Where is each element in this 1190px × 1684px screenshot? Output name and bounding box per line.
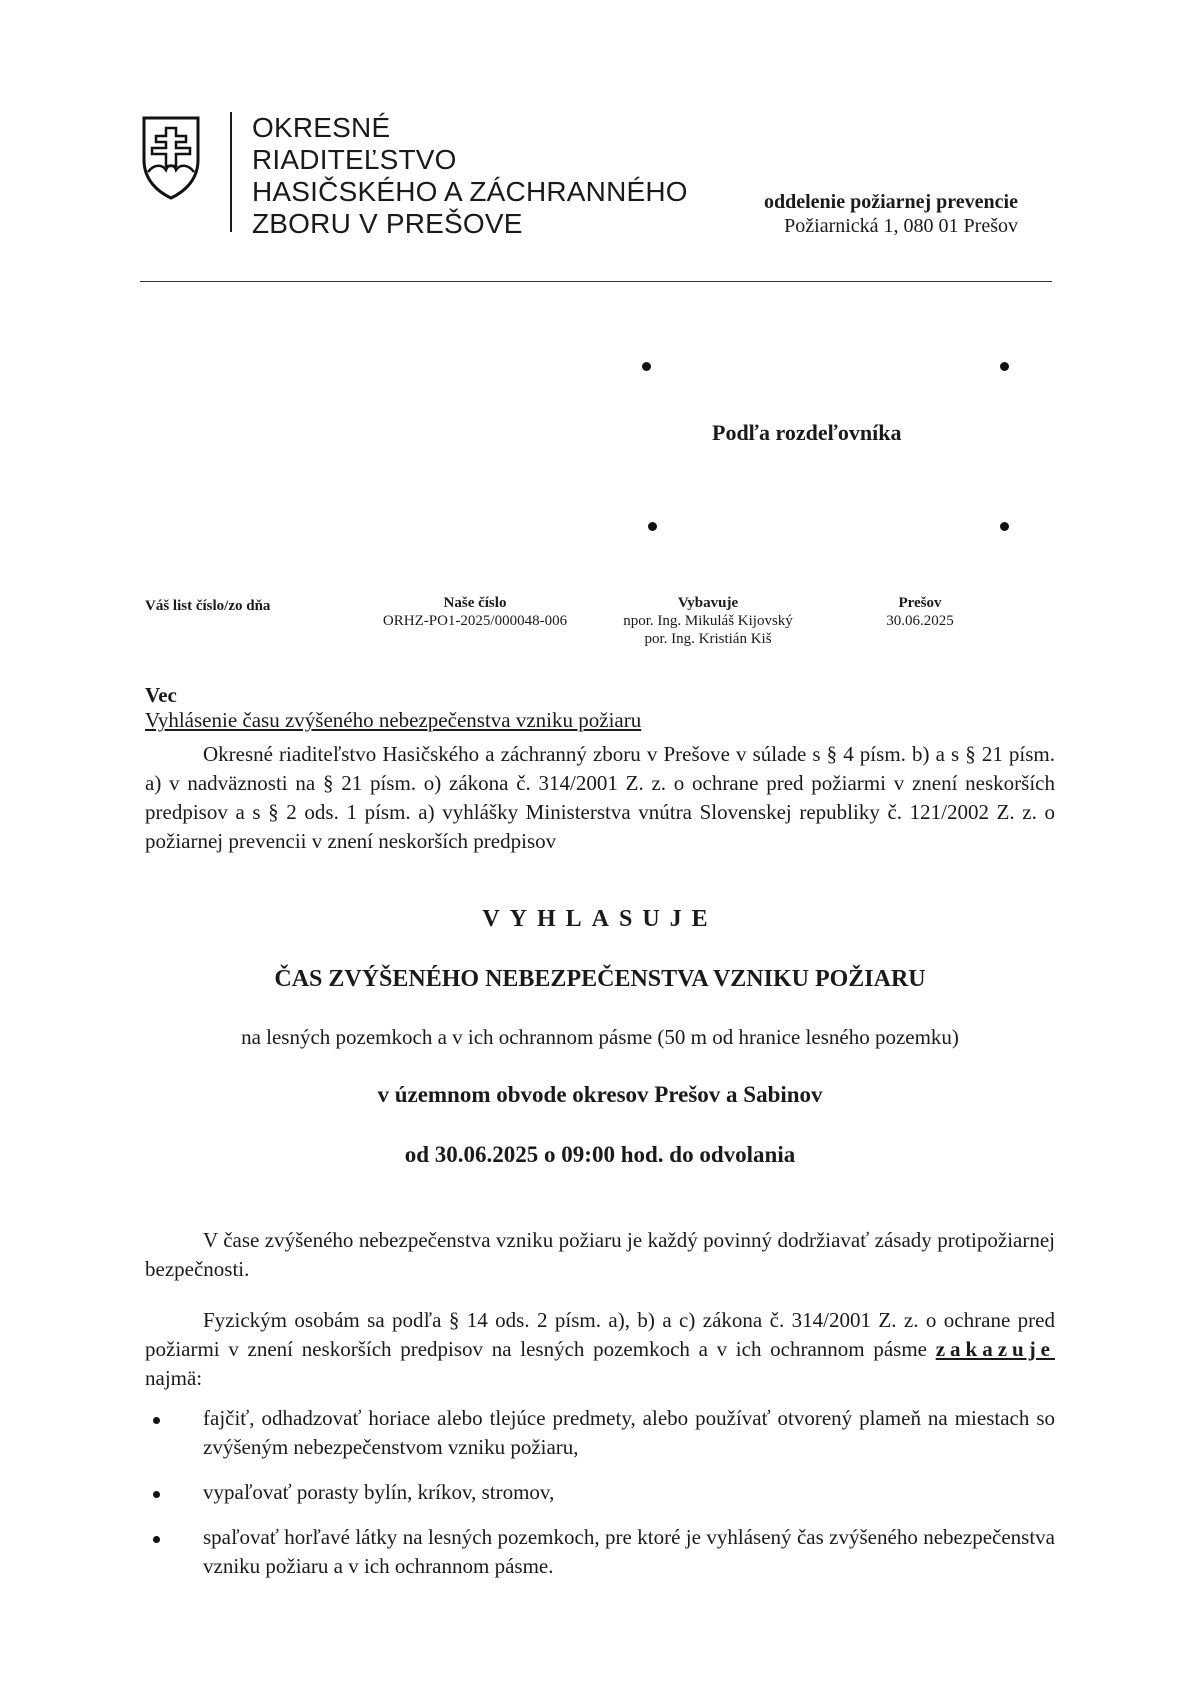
announcement-area: na lesných pozemkoch a v ich ochrannom pásme (50 m od hranice lesného pozemku) [241,1025,959,1049]
subject-text: Vyhlásenie času zvýšeného nebezpečenstva vzniku požiaru [145,708,642,732]
our-number-label: Naše číslo [443,595,507,611]
handled-by-label: Vybavuje [677,595,739,611]
org-line: OKRESNÉ [252,112,391,143]
list-item-text: spaľovať horľavé látky na lesných pozemkoch, pre ktoré je vyhlásený čas zvýšeného nebezpečenstva vzniku požiaru a v ich ochrannom pásme. [203,1525,1055,1578]
address-corner-mark [642,362,651,371]
org-line: HASIČSKÉHO A ZÁCHRANNÉHO [252,176,688,207]
address-corner-mark [1000,522,1009,531]
announcement-district: v územnom obvode okresov Prešov a Sabinov [377,1082,823,1107]
subject-label: Vec [145,683,177,707]
handled-by-field [598,594,818,648]
letter-date: 30.06.2025 [886,613,954,629]
recipient: Podľa rozdeľovníka [712,420,902,445]
our-number-field [355,594,595,630]
prohibition-keyword: zakazuje [935,1337,1056,1361]
announce-heading: VYHLASUJE [482,906,718,932]
coat-of-arms-icon [140,114,202,200]
our-number-value: ORHZ-PO1-2025/000048-006 [382,613,568,629]
header-rule [140,281,1052,282]
department-block [764,190,1018,238]
department-address: Požiarnická 1, 080 01 Prešov [784,215,1018,237]
bullet-icon [153,1417,160,1424]
intro-text: Okresné riaditeľstvo Hasičského a záchranný zboru v Prešove v súlade s § 4 písm. b) a s § 21 písm. a) v nadväznosti na § 21 písm. o) zákona č. 314/2001 Z. z. o ochrane pred požiarmi v znení neskorších predpisov a s § 2 ods. 1 písm. a) vyhlášky Ministerstva vnútra Slovenskej republiky č. 121/2002 Z. z. o požiarnej prevencii v znení neskorších predpisov [145,742,1055,853]
announcement-period: od 30.06.2025 o 09:00 hod. do odvolania [404,1142,796,1167]
handled-by-name: npor. Ing. Mikuláš Kijovský [623,613,793,629]
place-date-field [870,594,970,630]
org-line: ZBORU V PREŠOVE [252,208,523,239]
announcement-title: ČAS ZVÝŠENÉHO NEBEZPEČENSTVA VZNIKU POŽIARU [274,966,926,992]
header-divider [230,112,232,232]
bullet-icon [153,1536,160,1543]
prohibition-suffix: najmä: [145,1366,203,1390]
department-name: oddelenie požiarnej prevencie [763,191,1018,213]
your-letter-field [145,597,270,615]
bullet-icon [153,1491,160,1498]
list-item-text: vypaľovať porasty bylín, kríkov, stromov, [203,1480,555,1504]
handled-by-name: por. Ing. Kristián Kiš [644,631,772,647]
prohibition-paragraph [145,1306,1055,1393]
list-item [145,1478,1055,1507]
org-line: RIADITEĽSTVO [252,144,457,175]
list-item-text: fajčiť, odhadzovať horiace alebo tlejúce predmety, alebo používať otvorený plameň na miestach so zvýšeným nebezpečenstvom vzniku požiaru, [203,1406,1055,1459]
intro-paragraph [145,740,1055,856]
list-item [145,1523,1055,1581]
place-label: Prešov [898,595,942,611]
address-corner-mark [648,522,657,531]
prohibition-list [145,1404,1055,1597]
address-corner-mark [1000,362,1009,371]
duty-paragraph [145,1226,1055,1284]
prohibition-text: Fyzickým osobám sa podľa § 14 ods. 2 písm. a), b) a c) zákona č. 314/2001 Z. z. o ochrane pred požiarmi v znení neskorších predpisov na lesných pozemkoch a v ich ochrannom pásme [145,1308,1055,1361]
organization-name [252,112,688,240]
duty-text: V čase zvýšeného nebezpečenstva vzniku požiaru je každý povinný dodržiavať zásady protipožiarnej bezpečnosti. [145,1228,1055,1281]
list-item [145,1404,1055,1462]
your-letter-label: Váš list číslo/zo dňa [145,598,271,614]
